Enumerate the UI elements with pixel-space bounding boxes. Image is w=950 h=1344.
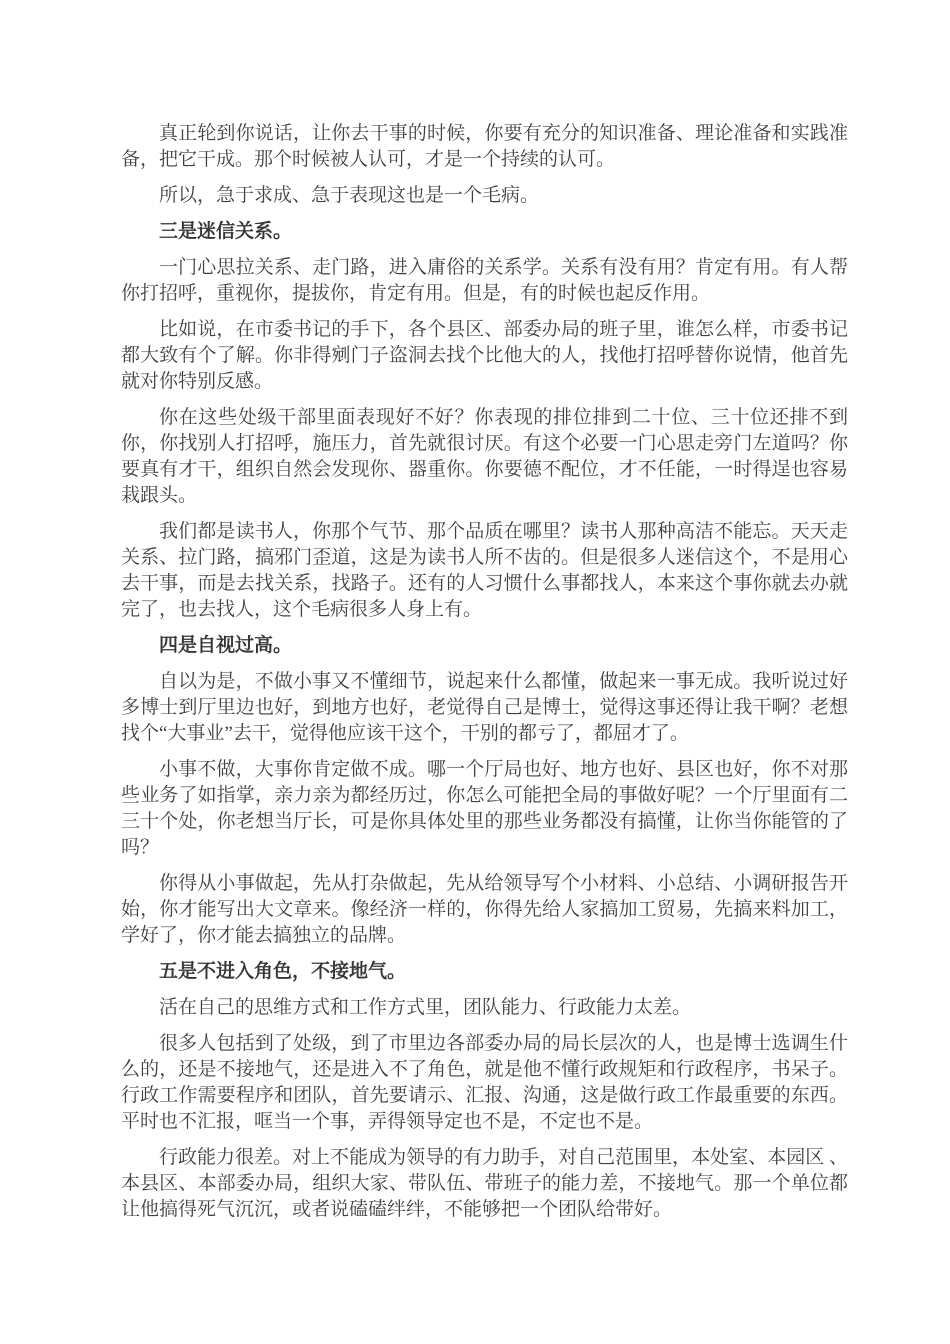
paragraph: 很多人包括到了处级，到了市里边各部委办局的局长层次的人，也是博士选调生什么的，还是不接地气，还是进入不了角色，就是他不懂行政规矩和行政程序，书呆子。行政工作需要程序和团队，首先要请示、汇报、沟通，这是做行政工作最重要的东西。平时也不汇报，哐当一个事，弄得领导定也不是，不定也不是。 [121,1033,848,1132]
paragraph: 小事不做，大事你肯定做不成。哪一个厅局也好、地方也好、县区也好，你不对那些业务了如指掌，亲力亲为都经历过，你怎么可能把全局的事做好呢？一个厅里面有二三十个处，你老想当厅长，可是你具体处里的那些业务都没有搞懂，让你当你能管的了吗？ [121,759,848,858]
paragraph: 一门心思拉关系、走门路，进入庸俗的关系学。关系有没有用？肯定有用。有人帮你打招呼，重视你，提拔你，肯定有用。但是，有的时候也起反作用。 [121,257,848,304]
section-heading-5: 五是不进入角色，不接地气。 [159,961,407,982]
paragraph: 所以，急于求成、急于表现这也是一个毛病。 [159,185,540,206]
paragraph: 我们都是读书人，你那个气节、那个品质在哪里？读书人那种高洁不能忘。天天走关系、拉门路，搞邪门歪道，这是为读书人所不齿的。但是很多人迷信这个，不是用心去干事，而是去找关系，找路子。还有的人习惯什么事都找人，本来这个事你就去办就完了，也去找人，这个毛病很多人身上有。 [121,521,848,620]
paragraph: 自以为是，不做小事又不懂细节，说起来什么都懂，做起来一事无成。我听说过好多博士到厅里边也好，到地方也好，老觉得自己是博士，觉得这事还得让我干啊？老想找个“大事业”去干，觉得他应该干这个，干别的都亏了，都屈才了。 [121,671,848,744]
paragraph: 真正轮到你说话，让你去干事的时候，你要有充分的知识准备、理论准备和实践准备，把它干成。那个时候被人认可，才是一个持续的认可。 [121,123,848,170]
paragraph: 你得从小事做起，先从打杂做起，先从给领导写个小材料、小总结、小调研报告开始，你才能写出大文章来。像经济一样的，你得先给人家搞加工贸易，先搞来料加工，学好了，你才能去搞独立的品牌。 [121,873,848,946]
paragraph: 行政能力很差。对上不能成为领导的有力助手，对自己范围里，本处室、本园区 、本县区、本部委办局，组织大家、带队伍、带班子的能力差，不接地气。那一个单位都让他搞得死气沉沉，或者说磕磕绊绊，不能够把一个团队给带好。 [121,1147,848,1220]
section-heading-4: 四是自视过高。 [159,635,293,656]
section-heading-3: 三是迷信关系。 [159,221,293,242]
paragraph: 活在自己的思维方式和工作方式里，团队能力、行政能力太差。 [159,997,692,1018]
paragraph: 比如说，在市委书记的手下，各个县区、部委办局的班子里，谁怎么样，市委书记都大致有个了解。你非得剜门子盗洞去找个比他大的人，找他打招呼替你说情，他首先就对你特别反感。 [121,319,848,392]
paragraph: 你在这些处级干部里面表现好不好？你表现的排位排到二十位、三十位还排不到你，你找别人打招呼，施压力，首先就很讨厌。有这个必要一门心思走旁门左道吗？你要真有才干，组织自然会发现你、器重你。你要德不配位，才不任能，一时得逞也容易栽跟头。 [121,407,848,506]
